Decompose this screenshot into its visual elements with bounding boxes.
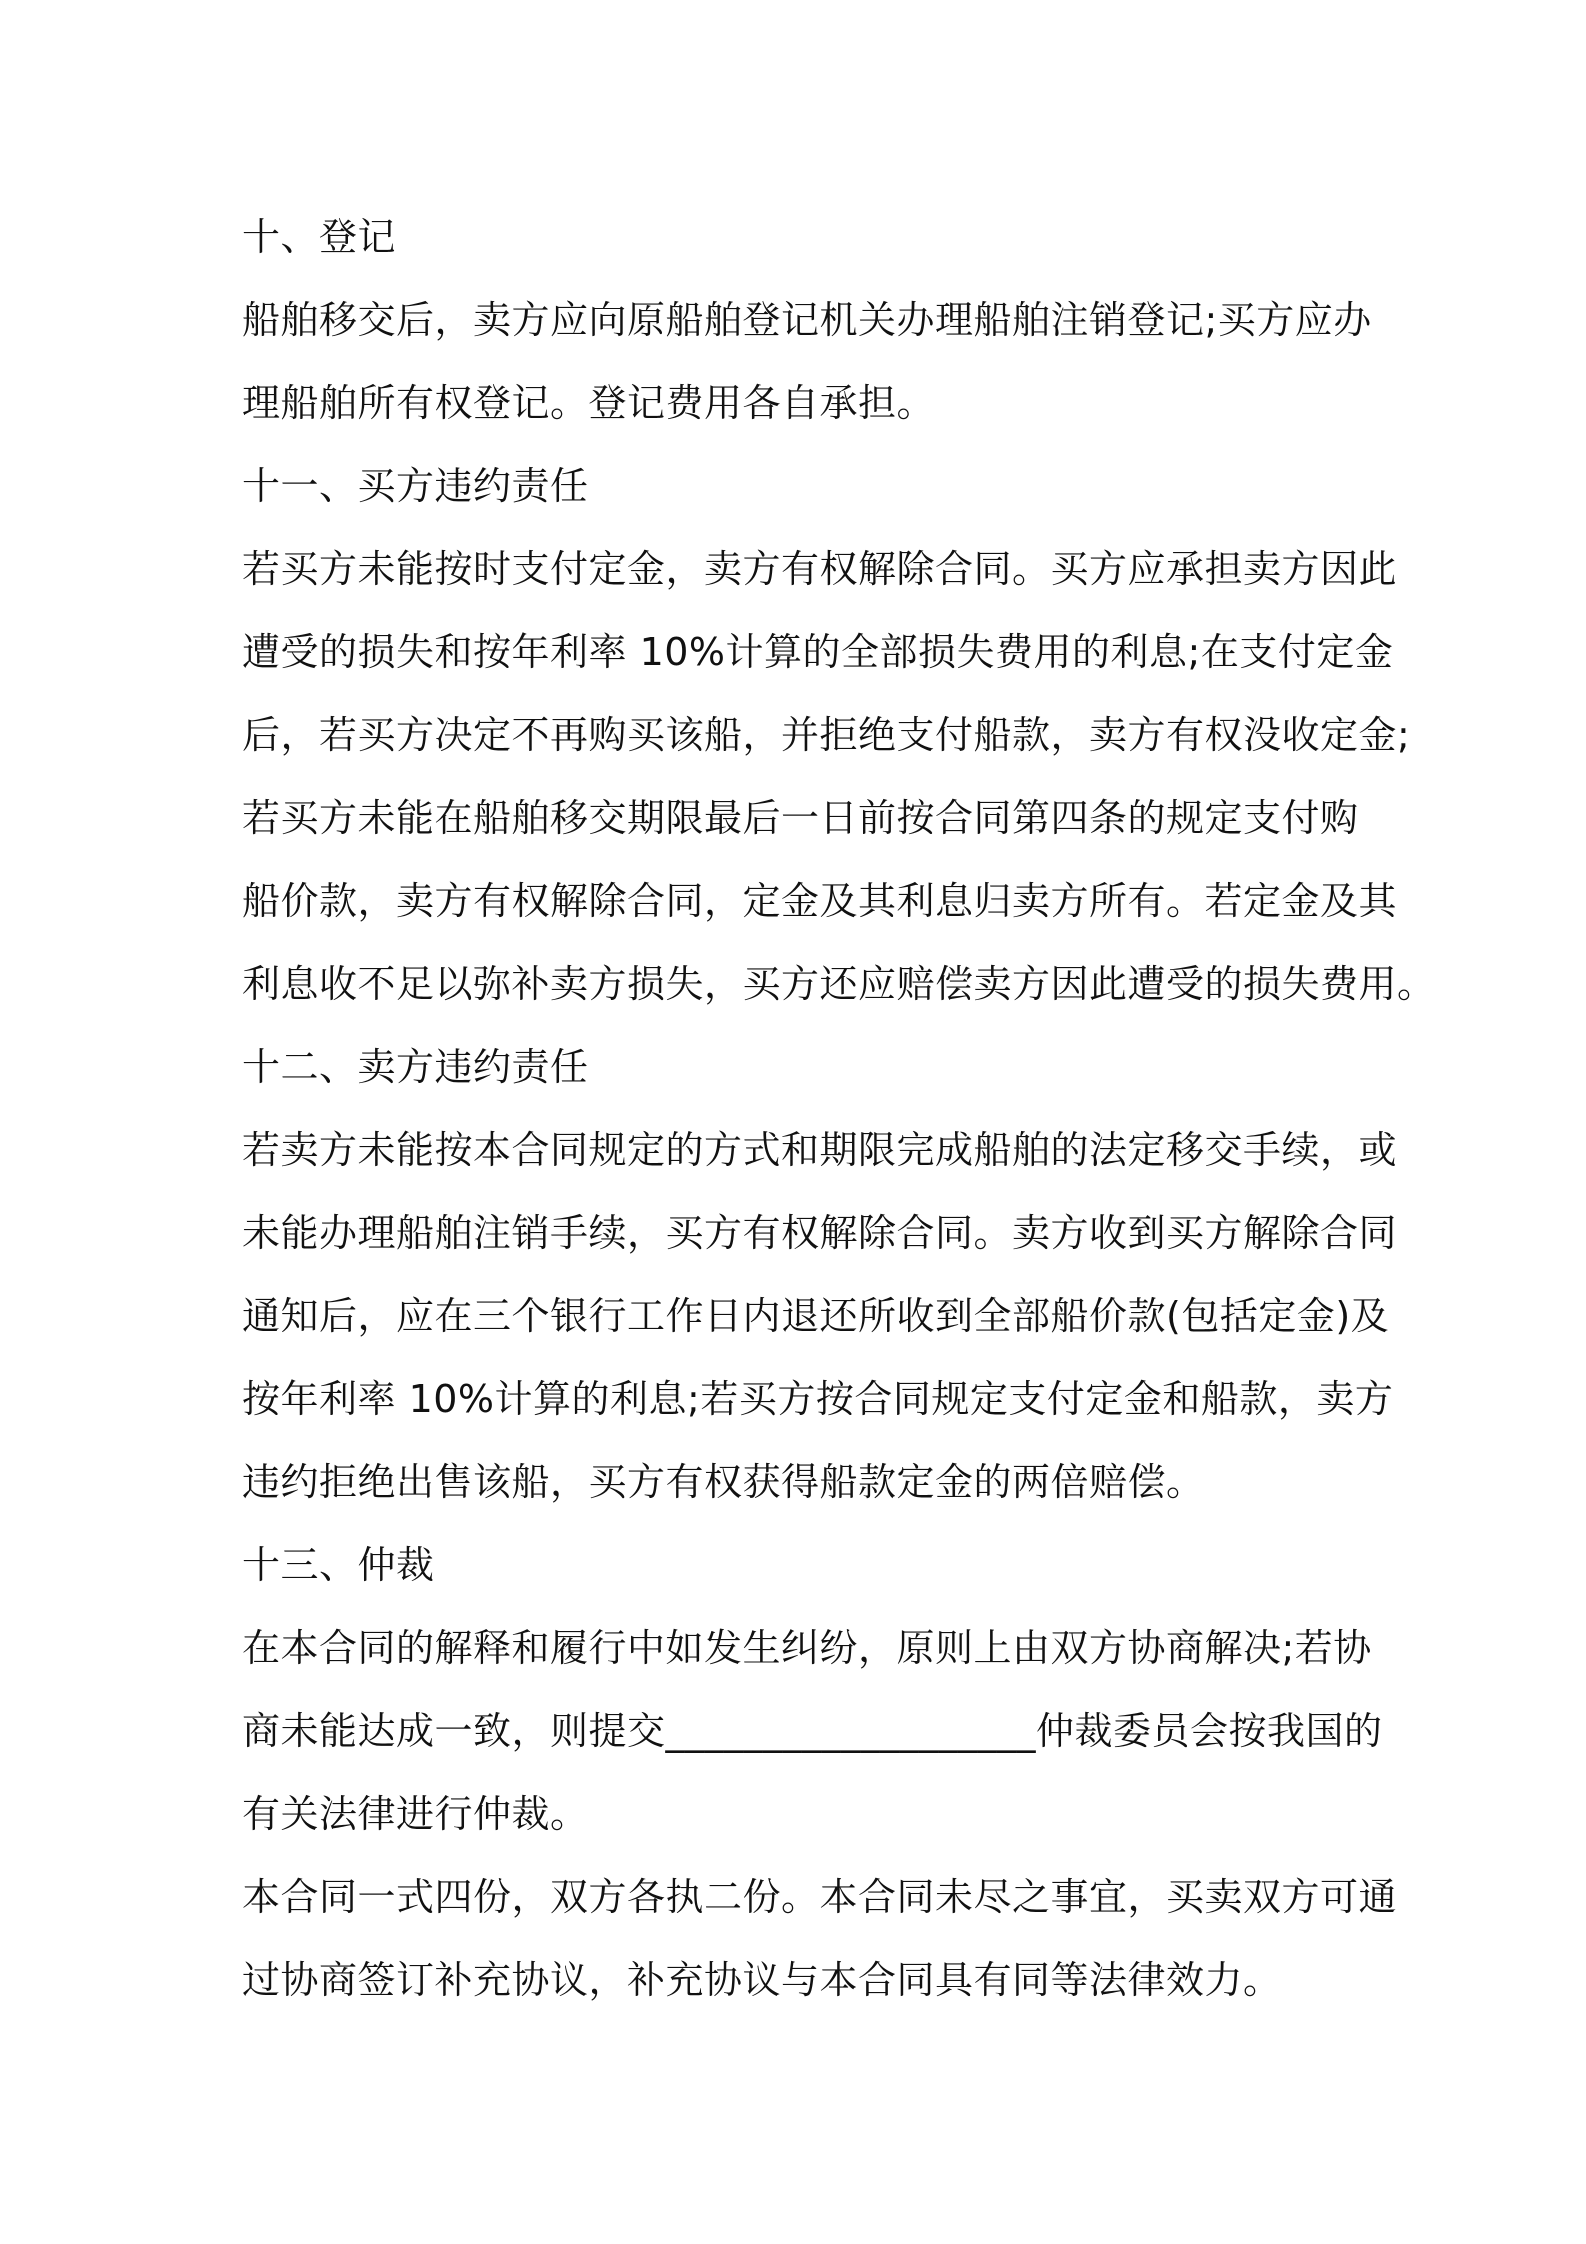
paragraph-line: 若买方未能按时支付定金，卖方有权解除合同。买方应承担卖方因此 (242, 547, 1398, 591)
closing-paragraph (242, 1856, 1398, 2022)
paragraph-line: 利息收不足以弥补卖方损失，买方还应赔偿卖方因此遭受的损失费用。 (242, 962, 1436, 1006)
paragraph-line: 未能办理船舶注销手续，买方有权解除合同。卖方收到买方解除合同 (242, 1211, 1398, 1255)
paragraph-line: 理船舶所有权登记。登记费用各自承担。 (242, 381, 936, 425)
paragraph-line: 若买方未能在船舶移交期限最后一日前按合同第四条的规定支付购 (242, 796, 1359, 840)
paragraph-line: 船价款，卖方有权解除合同，定金及其利息归卖方所有。若定金及其 (242, 879, 1398, 923)
paragraph-line: 后，若买方决定不再购买该船，并拒绝支付船款，卖方有权没收定金; (242, 713, 1411, 757)
section-seller-breach (242, 1026, 1398, 1524)
paragraph-line: 若卖方未能按本合同规定的方式和期限完成船舶的法定移交手续，或 (242, 1128, 1398, 1172)
paragraph-line: 在本合同的解释和履行中如发生纠纷，原则上由双方协商解决;若协 (242, 1626, 1372, 1670)
section-registration (242, 196, 1372, 445)
paragraph-line: 遭受的损失和按年利率 10%计算的全部损失费用的利息;在支付定金 (242, 630, 1394, 674)
paragraph-line: 按年利率 10%计算的利息;若买方按合同规定支付定金和船款，卖方 (242, 1377, 1394, 1421)
section-heading: 十二、卖方违约责任 (242, 1045, 589, 1089)
paragraph-line: 有关法律进行仲裁。 (242, 1792, 589, 1836)
paragraph-line: 商未能达成一致，则提交___________________仲裁委员会按我国的 (242, 1709, 1383, 1753)
section-heading: 十一、买方违约责任 (242, 464, 589, 508)
paragraph-line: 船舶移交后，卖方应向原船舶登记机关办理船舶注销登记;买方应办 (242, 298, 1372, 342)
paragraph-line: 通知后，应在三个银行工作日内退还所收到全部船价款(包括定金)及 (242, 1294, 1390, 1338)
document-body (242, 196, 1436, 2022)
section-arbitration (242, 1524, 1383, 1856)
section-heading: 十、登记 (242, 215, 397, 259)
section-heading: 十三、仲裁 (242, 1543, 435, 1587)
paragraph-line: 本合同一式四份，双方各执二份。本合同未尽之事宜，买卖双方可通 (242, 1875, 1398, 1919)
paragraph-line: 过协商签订补充协议，补充协议与本合同具有同等法律效力。 (242, 1958, 1282, 2002)
section-buyer-breach (242, 445, 1436, 1026)
paragraph-line: 违约拒绝出售该船，买方有权获得船款定金的两倍赔偿。 (242, 1460, 1205, 1504)
